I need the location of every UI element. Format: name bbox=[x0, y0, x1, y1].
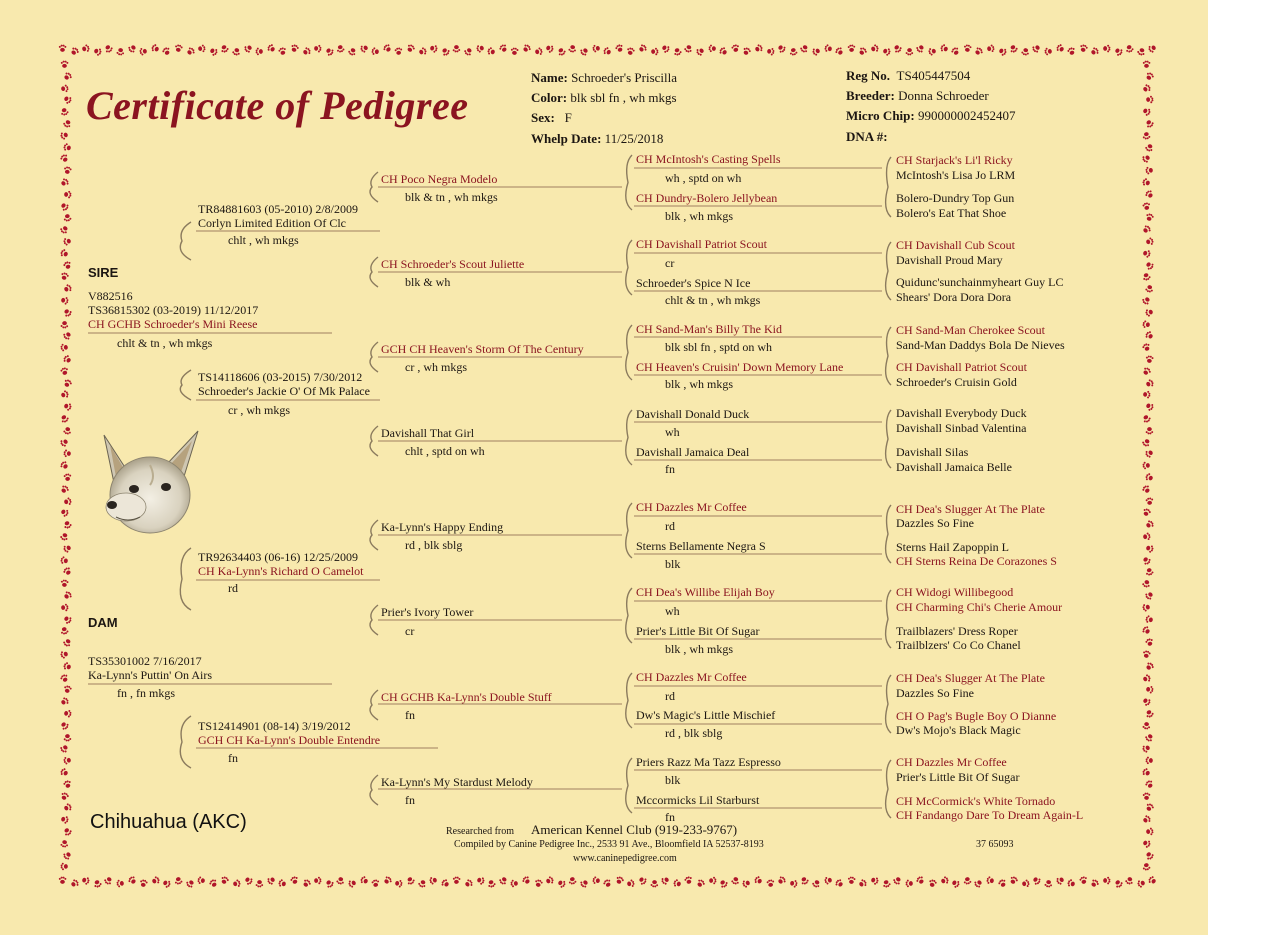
gen5-name: CH Davishall Cub Scout bbox=[896, 238, 1015, 252]
pedigree-bracket bbox=[626, 410, 632, 465]
pedigree-bracket bbox=[886, 327, 891, 385]
dog-sex: F bbox=[564, 110, 572, 125]
pedigree-bracket bbox=[886, 157, 891, 217]
gen3-color: cr bbox=[405, 624, 415, 638]
pedigree-bracket bbox=[626, 325, 632, 380]
dam-name: Ka-Lynn's Puttin' On Airs bbox=[88, 668, 212, 682]
gen4-name: Dw's Magic's Little Mischief bbox=[636, 708, 776, 722]
website: www.caninepedigree.com bbox=[573, 853, 677, 864]
breeder-name: Donna Schroeder bbox=[898, 88, 989, 103]
pedigree-bracket bbox=[370, 426, 378, 456]
pedigree-bracket bbox=[626, 503, 632, 558]
compiled-by: Compiled by Canine Pedigree Inc., 2533 91 Ave., Bloomfield IA 52537-8193 bbox=[454, 839, 764, 850]
gen4-name: CH Sand-Man's Billy The Kid bbox=[636, 322, 782, 336]
pedigree-bracket bbox=[626, 240, 632, 295]
chip-number: 990000002452407 bbox=[917, 108, 1016, 123]
dog-color: blk sbl fn , wh mkgs bbox=[570, 90, 677, 105]
gen5-name: Dazzles So Fine bbox=[896, 516, 974, 530]
gen4-color: wh bbox=[665, 604, 680, 618]
gen4-color: blk sbl fn , sptd on wh bbox=[665, 340, 773, 354]
sire-color: chlt & tn , wh mkgs bbox=[117, 336, 213, 350]
gen5-name: CH McCormick's White Tornado bbox=[896, 794, 1056, 808]
gen4-name: Prier's Little Bit Of Sugar bbox=[636, 624, 760, 638]
gen3-name: Ka-Lynn's My Stardust Melody bbox=[381, 775, 533, 789]
gen5-name: Trailblazers' Dress Roper bbox=[896, 624, 1018, 638]
gen5-name: CH Dea's Slugger At The Plate bbox=[896, 671, 1045, 685]
pedigree-bracket bbox=[370, 775, 378, 805]
gen2-reg: TR84881603 (05-2010) 2/8/2009 bbox=[198, 202, 358, 216]
gen2-color: fn bbox=[228, 751, 238, 765]
sex-label: Sex: bbox=[531, 110, 555, 125]
chip-label: Micro Chip: bbox=[846, 108, 915, 123]
gen5-name: CH Starjack's Li'l Ricky bbox=[896, 153, 1013, 167]
gen4-color: cr bbox=[665, 256, 675, 270]
gen5-name: Davishall Sinbad Valentina bbox=[896, 421, 1027, 435]
gen3-color: blk & tn , wh mkgs bbox=[405, 190, 498, 204]
reg-label: Reg No. bbox=[846, 68, 891, 83]
color-label: Color: bbox=[531, 90, 568, 105]
gen5-name: CH Dazzles Mr Coffee bbox=[896, 755, 1007, 769]
gen2-color: cr , wh mkgs bbox=[228, 403, 290, 417]
gen2-color: chlt , wh mkgs bbox=[228, 233, 299, 247]
gen4-color: rd , blk sblg bbox=[665, 726, 723, 740]
gen3-name: CH GCHB Ka-Lynn's Double Stuff bbox=[381, 690, 552, 704]
gen3-color: fn bbox=[405, 708, 415, 722]
dam-reg: TS35301002 7/16/2017 bbox=[88, 654, 202, 668]
pedigree-bracket bbox=[886, 675, 891, 733]
pedigree-bracket bbox=[180, 716, 191, 768]
sire-reg-1: V882516 bbox=[88, 289, 133, 303]
gen5-name: CH Sand-Man Cherokee Scout bbox=[896, 323, 1045, 337]
gen4-name: CH Davishall Patriot Scout bbox=[636, 237, 767, 251]
gen4-color: fn bbox=[665, 810, 675, 824]
researched-source: American Kennel Club (919-233-9767) bbox=[531, 822, 738, 837]
gen3-name: Prier's Ivory Tower bbox=[381, 605, 474, 619]
document-code: 37 65093 bbox=[976, 839, 1014, 850]
gen4-name: CH Dazzles Mr Coffee bbox=[636, 500, 747, 514]
gen5-name: Davishall Proud Mary bbox=[896, 253, 1003, 267]
gen2-reg: TS14118606 (03-2015) 7/30/2012 bbox=[198, 370, 363, 384]
gen5-name: CH Dea's Slugger At The Plate bbox=[896, 502, 1045, 516]
gen3-name: CH Schroeder's Scout Juliette bbox=[381, 257, 525, 271]
pedigree-bracket bbox=[370, 257, 378, 287]
gen5-name: Schroeder's Cruisin Gold bbox=[896, 375, 1017, 389]
gen5-name: Davishall Everybody Duck bbox=[896, 406, 1027, 420]
pedigree-bracket bbox=[180, 370, 191, 400]
whelp-date: 11/25/2018 bbox=[604, 131, 664, 146]
pedigree-bracket bbox=[626, 155, 632, 210]
gen5-name: Dw's Mojo's Black Magic bbox=[896, 723, 1021, 737]
gen3-color: chlt , sptd on wh bbox=[405, 444, 485, 458]
gen3-name: Davishall That Girl bbox=[381, 426, 475, 440]
gen5-name: Bolero-Dundry Top Gun bbox=[896, 191, 1015, 205]
pedigree-bracket bbox=[370, 172, 378, 202]
gen5-name: CH Charming Chi's Cherie Amour bbox=[896, 600, 1063, 614]
breeder-label: Breeder: bbox=[846, 88, 895, 103]
gen2-name: Schroeder's Jackie O' Of Mk Palace bbox=[198, 384, 370, 398]
chihuahua-portrait-image bbox=[86, 425, 210, 545]
sire-name: CH GCHB Schroeder's Mini Reese bbox=[88, 317, 258, 331]
gen4-name: Davishall Jamaica Deal bbox=[636, 445, 750, 459]
dog-name: Schroeder's Priscilla bbox=[571, 70, 678, 85]
gen4-color: blk , wh mkgs bbox=[665, 377, 734, 391]
gen4-name: Sterns Bellamente Negra S bbox=[636, 539, 766, 553]
pedigree-bracket bbox=[886, 410, 891, 468]
gen4-name: Priers Razz Ma Tazz Espresso bbox=[636, 755, 781, 769]
gen4-color: blk bbox=[665, 773, 681, 787]
whelp-label: Whelp Date: bbox=[531, 131, 602, 146]
gen5-name: Davishall Silas bbox=[896, 445, 969, 459]
gen4-name: CH Heaven's Cruisin' Down Memory Lane bbox=[636, 360, 844, 374]
dam-label: DAM bbox=[88, 615, 118, 630]
gen4-color: chlt & tn , wh mkgs bbox=[665, 293, 761, 307]
pedigree-bracket bbox=[370, 342, 378, 372]
gen4-color: fn bbox=[665, 462, 675, 476]
gen3-color: rd , blk sblg bbox=[405, 538, 463, 552]
gen5-name: CH Widogi Willibegood bbox=[896, 585, 1014, 599]
gen5-name: CH O Pag's Bugle Boy O Dianne bbox=[896, 709, 1057, 723]
gen4-name: Schroeder's Spice N Ice bbox=[636, 276, 751, 290]
pedigree-bracket bbox=[886, 505, 891, 563]
sire-label: SIRE bbox=[88, 265, 119, 280]
reg-number: TS405447504 bbox=[896, 68, 971, 83]
pedigree-bracket bbox=[626, 588, 632, 643]
gen5-name: Bolero's Eat That Shoe bbox=[896, 206, 1007, 220]
gen2-name: GCH CH Ka-Lynn's Double Entendre bbox=[198, 733, 381, 747]
pedigree-bracket bbox=[370, 605, 378, 635]
pedigree-bracket bbox=[886, 242, 891, 300]
pedigree-bracket bbox=[180, 222, 191, 260]
gen3-name: GCH CH Heaven's Storm Of The Century bbox=[381, 342, 584, 356]
gen5-name: Davishall Jamaica Belle bbox=[896, 460, 1012, 474]
gen5-name: Sand-Man Daddys Bola De Nieves bbox=[896, 338, 1065, 352]
gen2-color: rd bbox=[228, 581, 238, 595]
gen5-name: CH Fandango Dare To Dream Again-L bbox=[896, 808, 1084, 822]
researched-label: Researched from bbox=[446, 826, 515, 837]
sire-reg-2: TS36815302 (03-2019) 11/12/2017 bbox=[88, 303, 259, 317]
gen3-color: blk & wh bbox=[405, 275, 451, 289]
gen3-color: cr , wh mkgs bbox=[405, 360, 467, 374]
gen5-name: McIntosh's Lisa Jo LRM bbox=[896, 168, 1016, 182]
gen4-color: wh bbox=[665, 425, 680, 439]
gen4-name: Davishall Donald Duck bbox=[636, 407, 750, 421]
gen3-name: Ka-Lynn's Happy Ending bbox=[381, 520, 504, 534]
gen3-color: fn bbox=[405, 793, 415, 807]
gen4-name: CH Dundry-Bolero Jellybean bbox=[636, 191, 778, 205]
gen5-name: CH Sterns Reina De Corazones S bbox=[896, 554, 1057, 568]
gen4-name: Mccormicks Lil Starburst bbox=[636, 793, 760, 807]
pedigree-bracket bbox=[370, 520, 378, 550]
gen2-name: CH Ka-Lynn's Richard O Camelot bbox=[198, 564, 364, 578]
gen5-name: CH Davishall Patriot Scout bbox=[896, 360, 1027, 374]
gen4-color: blk , wh mkgs bbox=[665, 642, 734, 656]
pedigree-bracket bbox=[886, 590, 891, 648]
pedigree-bracket bbox=[180, 548, 191, 610]
gen5-name: Dazzles So Fine bbox=[896, 686, 974, 700]
gen2-reg: TR92634403 (06-16) 12/25/2009 bbox=[198, 550, 358, 564]
gen5-name: Sterns Hail Zapoppin L bbox=[896, 540, 1009, 554]
gen3-name: CH Poco Negra Modelo bbox=[381, 172, 498, 186]
gen5-name: Quidunc'sunchainmyheart Guy LC bbox=[896, 275, 1064, 289]
gen4-name: CH Dazzles Mr Coffee bbox=[636, 670, 747, 684]
gen5-name: Trailblzers' Co Co Chanel bbox=[896, 638, 1021, 652]
scan-margin bbox=[1208, 0, 1286, 935]
gen4-color: wh , sptd on wh bbox=[665, 171, 742, 185]
gen5-name: Shears' Dora Dora Dora bbox=[896, 290, 1012, 304]
gen4-name: CH McIntosh's Casting Spells bbox=[636, 152, 781, 166]
pedigree-bracket bbox=[370, 690, 378, 720]
certificate-title: Certificate of Pedigree bbox=[86, 83, 469, 128]
name-label: Name: bbox=[531, 70, 568, 85]
gen4-color: rd bbox=[665, 689, 675, 703]
dna-label: DNA #: bbox=[846, 129, 888, 144]
gen2-reg: TS12414901 (08-14) 3/19/2012 bbox=[198, 719, 351, 733]
gen4-color: blk bbox=[665, 557, 681, 571]
breed-label: Chihuahua (AKC) bbox=[90, 811, 247, 833]
gen4-color: rd bbox=[665, 519, 675, 533]
pedigree-bracket bbox=[626, 758, 632, 813]
gen4-name: CH Dea's Willibe Elijah Boy bbox=[636, 585, 775, 599]
gen5-name: Prier's Little Bit Of Sugar bbox=[896, 770, 1020, 784]
gen4-color: blk , wh mkgs bbox=[665, 209, 734, 223]
gen2-name: Corlyn Limited Edition Of Clc bbox=[198, 216, 346, 230]
pedigree-bracket bbox=[886, 760, 891, 818]
pedigree-bracket bbox=[626, 673, 632, 728]
dam-color: fn , fn mkgs bbox=[117, 686, 175, 700]
